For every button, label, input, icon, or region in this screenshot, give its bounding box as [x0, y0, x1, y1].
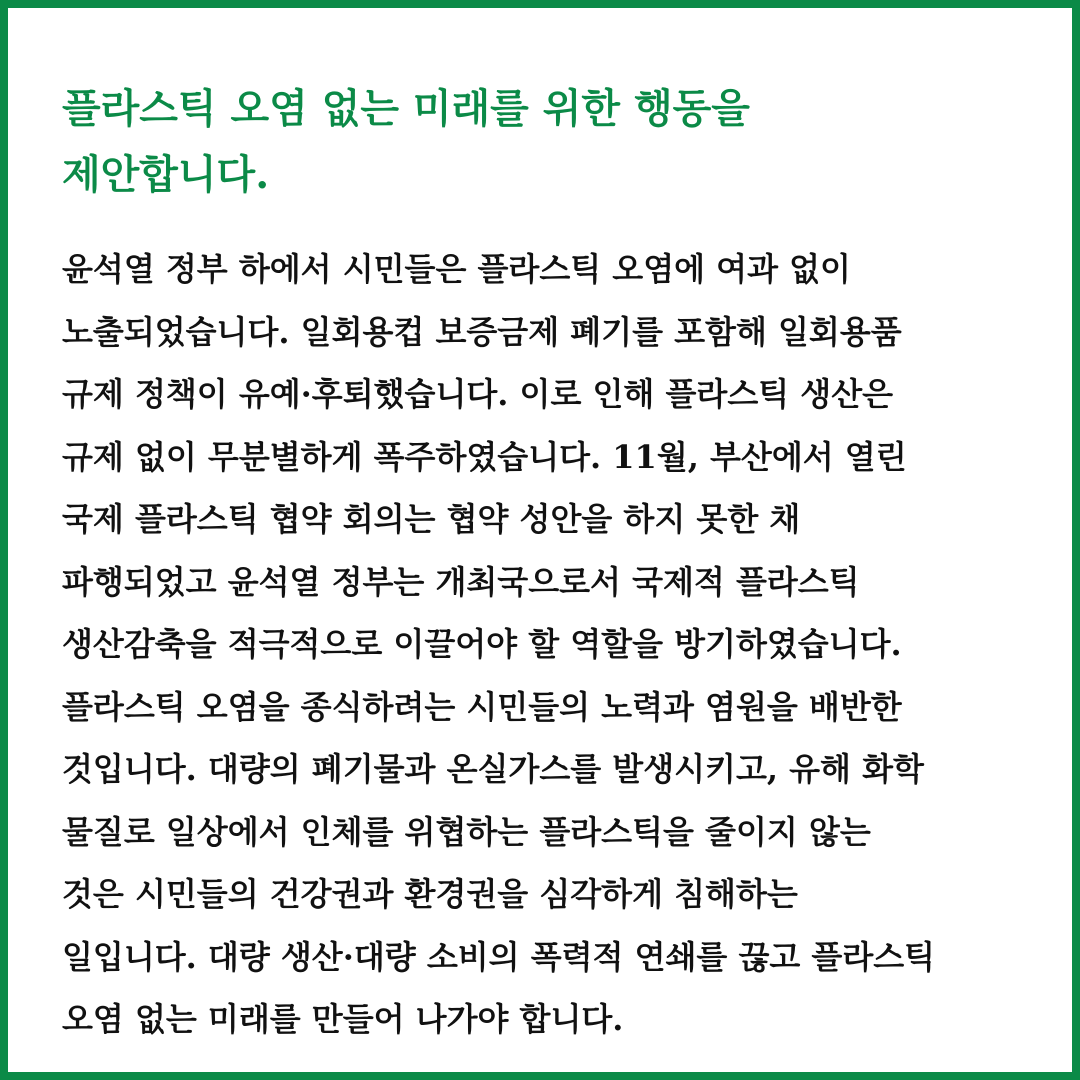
body-line: 일입니다. 대량 생산·대량 소비의 폭력적 연쇄를 끊고 플라스틱 [62, 937, 936, 976]
body-line: 오염 없는 미래를 만들어 나가야 합니다. [62, 1000, 624, 1038]
body-line: 것입니다. 대량의 폐기물과 온실가스를 발생시키고, 유해 화학 [62, 750, 924, 788]
body-line: 규제 없이 무분별하게 폭주하였습니다. 11월, 부산에서 열린 [62, 437, 907, 476]
body-line: 윤석열 정부 하에서 시민들은 플라스틱 오염에 여과 없이 [62, 250, 851, 288]
body-text [62, 238, 1052, 1051]
body-line: 노출되었습니다. 일회용컵 보증금제 폐기를 포함해 일회용품 [62, 312, 902, 351]
body-line: 국제 플라스틱 협약 회의는 협약 성안을 하지 못한 채 [62, 500, 801, 538]
title-line: 플라스틱 오염 없는 미래를 위한 행동을 [62, 85, 750, 132]
body-line: 플라스틱 오염을 종식하려는 시민들의 노력과 염원을 배반한 [62, 687, 902, 726]
body-line: 물질로 일상에서 인체를 위협하는 플라스틱을 줄이지 않는 [62, 812, 871, 851]
page-title [62, 76, 1022, 208]
body-line: 것은 시민들의 건강권과 환경권을 심각하게 침해하는 [62, 875, 798, 913]
body-line: 생산감축을 적극적으로 이끌어야 할 역할을 방기하였습니다. [62, 625, 902, 663]
body-line: 규제 정책이 유예·후퇴했습니다. 이로 인해 플라스틱 생산은 [62, 375, 894, 413]
body-line: 파행되었고 윤석열 정부는 개최국으로서 국제적 플라스틱 [62, 562, 860, 601]
title-line: 제안합니다. [62, 151, 270, 198]
